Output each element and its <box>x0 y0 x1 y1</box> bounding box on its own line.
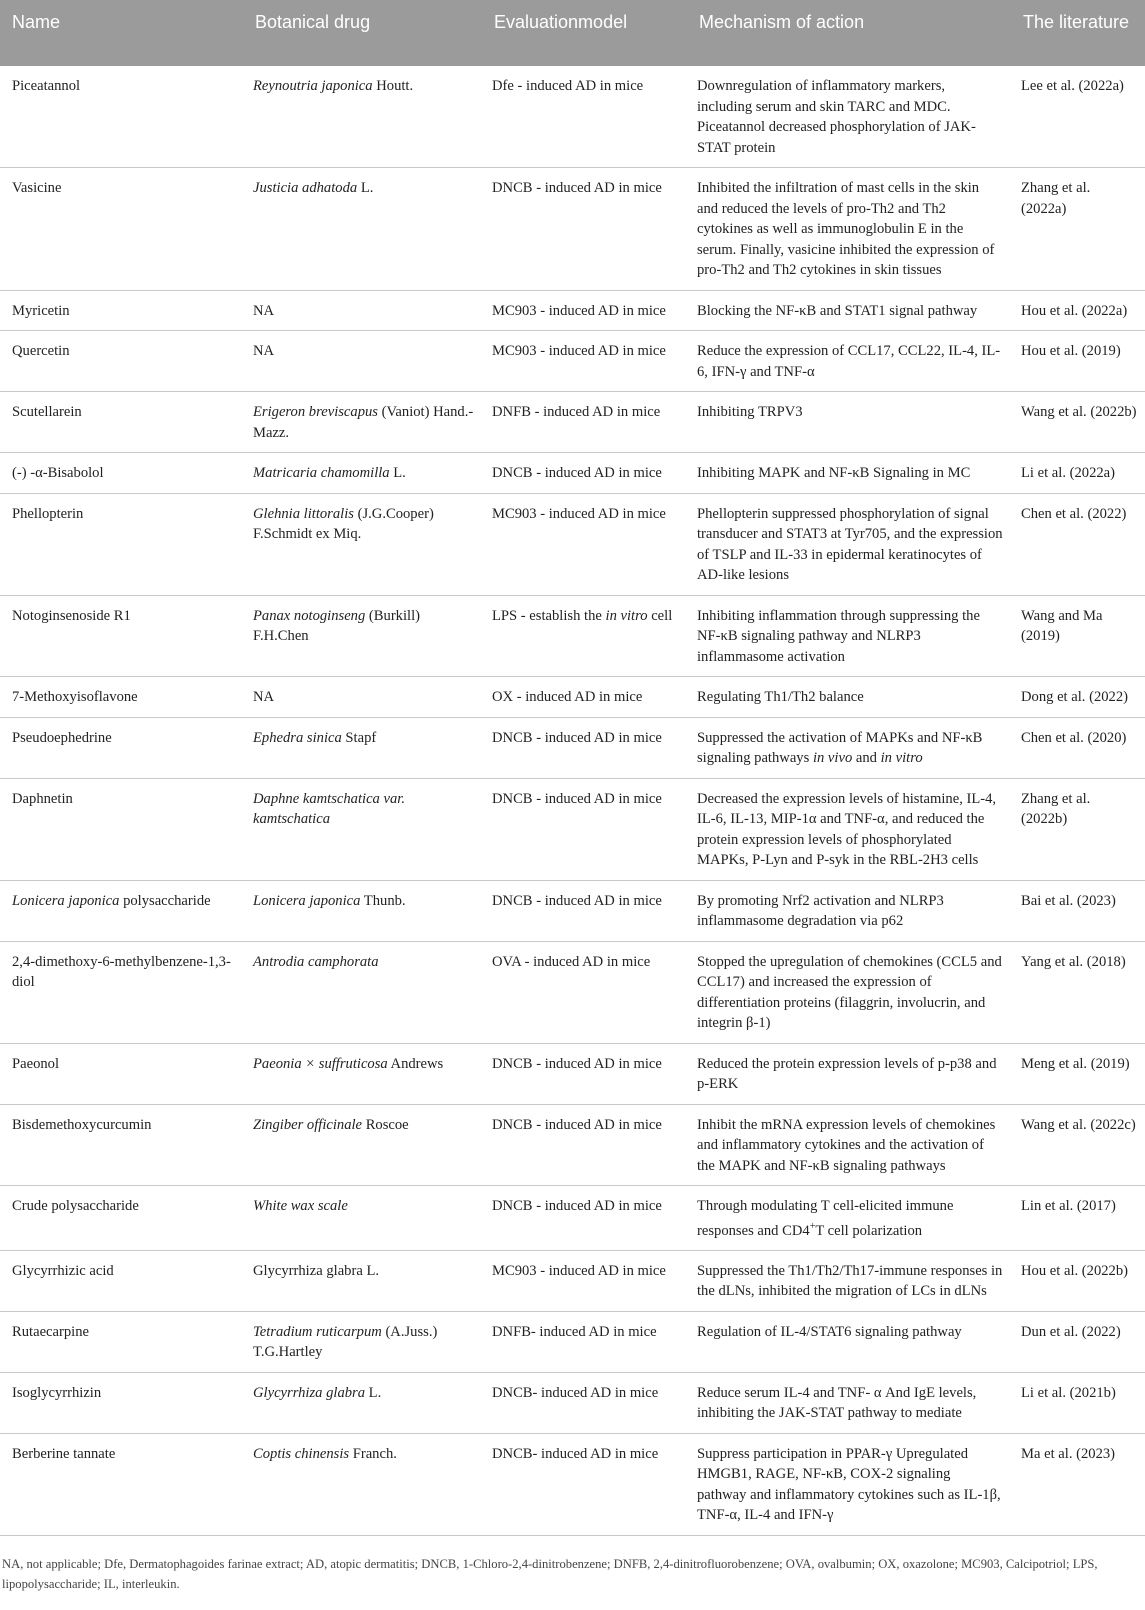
cell-botanical-drug <box>243 717 482 778</box>
drug-scientific-name: Daphne kamtschatica var. kamtschatica <box>253 790 405 827</box>
cell-literature <box>1011 331 1145 392</box>
literature-reference: Wang et al. (2022c) <box>1021 1116 1136 1133</box>
header-row <box>0 0 1145 66</box>
literature-reference: Lin et al. (2017) <box>1021 1198 1116 1214</box>
model-text: MC903 - induced AD in mice <box>492 1262 666 1279</box>
literature-reference: Bai et al. (2023) <box>1021 892 1116 909</box>
mechanism-text: Inhibiting MAPK and NF-κB Signaling in MC <box>697 465 971 481</box>
literature-reference: Meng et al. (2019) <box>1021 1055 1130 1072</box>
cell-name <box>0 880 243 941</box>
cell-evaluation-model <box>482 1043 687 1104</box>
literature-reference: Chen et al. (2020) <box>1021 729 1127 746</box>
cell-literature <box>1011 1311 1145 1372</box>
cell-evaluation-model <box>482 778 687 880</box>
mechanism-text: Inhibited the infiltration of mast cells in the skin and reduced the levels of pro-Th2 and Th2 cytokines as well as immunoglobulin E in the serum. Finally, vasicine inhibited the expression of pro-Th2 and Th2 cytokines in skin tissues <box>697 180 995 278</box>
cell-evaluation-model <box>482 1372 687 1433</box>
mechanism-text: Inhibiting TRPV3 <box>697 404 803 420</box>
cell-name <box>0 66 243 168</box>
model-text: DNCB - induced AD in mice <box>492 465 662 481</box>
header-mechanism: Mechanism of action <box>687 0 1011 66</box>
model-text: OVA - induced AD in mice <box>492 953 651 970</box>
drug-scientific-name: Erigeron breviscapus <box>253 404 378 420</box>
cell-mechanism <box>687 1043 1011 1104</box>
table-row <box>0 331 1145 392</box>
name-text: polysaccharide <box>119 892 211 909</box>
name-text: 2,4-dimethoxy-6-methylbenzene-1,3-diol <box>12 953 231 990</box>
model-text: DNCB - induced AD in mice <box>492 180 662 196</box>
literature-reference: Chen et al. (2022) <box>1021 505 1127 522</box>
cell-mechanism <box>687 1186 1011 1251</box>
name-text: 7-Methoxyisoflavone <box>12 689 138 705</box>
table-row <box>0 1372 1145 1433</box>
literature-reference: Zhang et al. (2022b) <box>1021 790 1091 827</box>
drug-authority: (J.G.Cooper) F.Schmidt ex Miq. <box>253 505 434 542</box>
table-row <box>0 290 1145 331</box>
drug-scientific-name: Zingiber officinale <box>253 1116 363 1133</box>
cell-mechanism <box>687 941 1011 1043</box>
cell-botanical-drug <box>243 778 482 880</box>
table-row <box>0 1433 1145 1535</box>
drug-scientific-name: Justicia adhatoda <box>253 180 358 196</box>
cell-literature <box>1011 595 1145 677</box>
table-row <box>0 880 1145 941</box>
drug-scientific-name: White wax scale <box>253 1198 348 1214</box>
cell-name <box>0 290 243 331</box>
mechanism-text: Downregulation of inflammatory markers, including serum and skin TARC and MDC. Piceatannol decreased phosphorylation of JAK-STAT protein <box>697 78 976 156</box>
drug-scientific-name: Tetradium ruticarpum <box>253 1323 382 1340</box>
table-row <box>0 392 1145 453</box>
mechanism-text: and <box>852 750 881 766</box>
drug-authority: L. <box>357 180 374 196</box>
mechanism-text: Through modulating T cell-elicited immune responses and CD4 <box>697 1198 954 1239</box>
table-row <box>0 1043 1145 1104</box>
name-text: Crude polysaccharide <box>12 1198 139 1214</box>
model-text: OX - induced AD in mice <box>492 689 643 705</box>
model-text: DNCB - induced AD in mice <box>492 892 662 909</box>
name-text: Vasicine <box>12 180 62 196</box>
drug-authority: Thunb. <box>360 892 406 909</box>
cell-mechanism <box>687 392 1011 453</box>
literature-reference: Zhang et al. (2022a) <box>1021 180 1091 217</box>
cell-evaluation-model <box>482 453 687 494</box>
cell-mechanism <box>687 677 1011 718</box>
model-text: DNCB - induced AD in mice <box>492 1055 662 1072</box>
mechanism-text: Suppressed the Th1/Th2/Th17-immune responses in the dLNs, inhibited the migration of LCs in dLNs <box>697 1262 1003 1300</box>
cell-mechanism <box>687 1433 1011 1535</box>
table-row <box>0 677 1145 718</box>
cell-evaluation-model <box>482 392 687 453</box>
cell-mechanism <box>687 1372 1011 1433</box>
cell-botanical-drug <box>243 66 482 168</box>
cell-botanical-drug <box>243 1311 482 1372</box>
cell-evaluation-model <box>482 493 687 595</box>
name-text: Berberine tannate <box>12 1445 116 1462</box>
cell-literature <box>1011 1433 1145 1535</box>
literature-reference: Hou et al. (2022a) <box>1021 302 1128 319</box>
model-text: DNCB- induced AD in mice <box>492 1384 659 1401</box>
drug-authority: Glycyrrhiza glabra L. <box>253 1262 380 1279</box>
table-row <box>0 493 1145 595</box>
cell-evaluation-model <box>482 331 687 392</box>
cell-literature <box>1011 168 1145 291</box>
cell-evaluation-model <box>482 1433 687 1535</box>
table-row <box>0 941 1145 1043</box>
drug-scientific-name: Glehnia littoralis <box>253 505 354 522</box>
drug-scientific-name: Antrodia camphorata <box>253 953 379 970</box>
cell-name <box>0 1104 243 1186</box>
cell-name <box>0 168 243 291</box>
cell-name <box>0 677 243 718</box>
mechanism-italic: in vitro <box>880 750 923 766</box>
name-text: Myricetin <box>12 302 70 319</box>
cell-literature <box>1011 677 1145 718</box>
cell-botanical-drug <box>243 880 482 941</box>
model-text: Dfe - induced AD in mice <box>492 78 644 94</box>
literature-reference: Yang et al. (2018) <box>1021 953 1126 970</box>
drug-scientific-name: Coptis chinensis <box>253 1445 350 1462</box>
drug-scientific-name: Matricaria chamomilla <box>253 465 390 481</box>
table-footnote: NA, not applicable; Dfe, Dermatophagoides farinae extract; AD, atopic dermatitis; DNCB, 1-Chloro-2,4-dinitrobenzene; DNFB, 2,4-dinitrofluorobenzene; OVA, ovalbumin; OX, oxazolone; MC903, Calcipotriol; LPS, lipopolysaccharide; IL, interleukin. <box>2 1557 1098 1591</box>
cell-evaluation-model <box>482 1186 687 1251</box>
name-text: Rutaecarpine <box>12 1323 89 1340</box>
cell-literature <box>1011 1186 1145 1251</box>
table-row <box>0 778 1145 880</box>
cell-evaluation-model <box>482 1250 687 1311</box>
cell-name <box>0 1311 243 1372</box>
drug-authority: NA <box>253 689 275 705</box>
cell-mechanism <box>687 453 1011 494</box>
cell-mechanism <box>687 168 1011 291</box>
mechanism-text: Inhibiting inflammation through suppressing the NF-κB signaling pathway and NLRP3 inflammasome activation <box>697 607 980 665</box>
mechanism-text: Phellopterin suppressed phosphorylation of signal transducer and STAT3 at Tyr705, and the expression of TSLP and IL-33 in epidermal keratinocytes of AD-like lesions <box>697 505 1003 583</box>
header-name: Name <box>0 0 243 66</box>
header-botanical-drug: Botanical drug <box>243 0 482 66</box>
model-text: DNCB - induced AD in mice <box>492 729 662 746</box>
drug-scientific-name: Reynoutria japonica <box>253 78 373 94</box>
drug-authority: Houtt. <box>372 78 414 94</box>
table-row <box>0 66 1145 168</box>
cell-botanical-drug <box>243 1186 482 1251</box>
cell-name <box>0 392 243 453</box>
header-literature: The literature <box>1011 0 1145 66</box>
mechanism-text: Inhibit the mRNA expression levels of chemokines and inflammatory cytokines and the activation of the MAPK and NF-κB signaling pathways <box>697 1116 996 1174</box>
mechanism-text: Blocking the NF-κB and STAT1 signal pathway <box>697 302 978 319</box>
drug-authority: NA <box>253 302 275 319</box>
cell-evaluation-model <box>482 66 687 168</box>
drug-scientific-name: Ephedra sinica <box>253 729 342 746</box>
cell-literature <box>1011 392 1145 453</box>
cell-literature <box>1011 1372 1145 1433</box>
drug-authority: Stapf <box>341 729 377 746</box>
drug-authority: Franch. <box>349 1445 397 1462</box>
cell-botanical-drug <box>243 1043 482 1104</box>
mechanism-text: Reduce the expression of CCL17, CCL22, IL-4, IL-6, IFN-γ and TNF-α <box>697 343 1001 380</box>
name-text: Paeonol <box>12 1055 60 1072</box>
mechanism-text: Reduce serum IL-4 and TNF- α And IgE levels, inhibiting the JAK-STAT pathway to mediate <box>697 1384 977 1422</box>
cell-botanical-drug <box>243 595 482 677</box>
literature-reference: Hou et al. (2019) <box>1021 343 1121 359</box>
cell-name <box>0 1250 243 1311</box>
literature-reference: Hou et al. (2022b) <box>1021 1262 1128 1279</box>
literature-reference: Wang et al. (2022b) <box>1021 404 1137 420</box>
cell-name <box>0 1372 243 1433</box>
cell-botanical-drug <box>243 941 482 1043</box>
cell-mechanism <box>687 595 1011 677</box>
cell-botanical-drug <box>243 1250 482 1311</box>
mechanism-superscript: + <box>809 1220 816 1232</box>
drug-authority: (Vaniot) Hand.-Mazz. <box>253 404 474 441</box>
model-text: DNFB - induced AD in mice <box>492 404 661 420</box>
cell-literature <box>1011 290 1145 331</box>
mechanism-text: Regulating Th1/Th2 balance <box>697 689 864 705</box>
mechanism-text: Reduced the protein expression levels of p-p38 and p-ERK <box>697 1055 997 1092</box>
mechanism-text: Decreased the expression levels of histamine, IL-4, IL-6, IL-13, MIP-1α and TNF-α, and reduced the protein expression levels of phosphorylated MAPKs, P-Lyn and P-syk in the RBL-2H3 cells <box>697 790 997 868</box>
cell-evaluation-model <box>482 1311 687 1372</box>
cell-mechanism <box>687 1104 1011 1186</box>
name-text: Notoginsenoside R1 <box>12 607 131 624</box>
cell-evaluation-model <box>482 717 687 778</box>
cell-botanical-drug <box>243 1104 482 1186</box>
cell-literature <box>1011 941 1145 1043</box>
name-text: Pseudoephedrine <box>12 729 112 746</box>
cell-evaluation-model <box>482 880 687 941</box>
cell-name <box>0 717 243 778</box>
cell-name <box>0 778 243 880</box>
table-row <box>0 1104 1145 1186</box>
drug-authority: NA <box>253 343 275 359</box>
mechanism-text: Suppressed the activation of MAPKs and NF-κB signaling pathways <box>697 729 983 766</box>
table-row <box>0 1186 1145 1251</box>
cell-mechanism <box>687 717 1011 778</box>
model-italic: in vitro <box>605 607 648 624</box>
drug-authority: (Burkill) F.H.Chen <box>253 607 421 644</box>
cell-evaluation-model <box>482 941 687 1043</box>
name-text: Scutellarein <box>12 404 82 420</box>
cell-botanical-drug <box>243 331 482 392</box>
literature-reference: Li et al. (2022a) <box>1021 465 1116 481</box>
table-row <box>0 453 1145 494</box>
drug-authority: (A.Juss.) T.G.Hartley <box>253 1323 438 1361</box>
cell-mechanism <box>687 493 1011 595</box>
cell-mechanism <box>687 331 1011 392</box>
cell-evaluation-model <box>482 290 687 331</box>
model-text: MC903 - induced AD in mice <box>492 343 666 359</box>
header-evaluation-model: Evaluationmodel <box>482 0 687 66</box>
model-text: DNCB - induced AD in mice <box>492 1116 662 1133</box>
cell-name <box>0 595 243 677</box>
drug-authority: Roscoe <box>362 1116 409 1133</box>
literature-reference: Li et al. (2021b) <box>1021 1384 1116 1401</box>
model-text: cell <box>647 607 673 624</box>
cell-name <box>0 331 243 392</box>
cell-name <box>0 941 243 1043</box>
drug-authority: L. <box>389 465 406 481</box>
table-row <box>0 717 1145 778</box>
name-text: Isoglycyrrhizin <box>12 1384 102 1401</box>
model-text: MC903 - induced AD in mice <box>492 505 666 522</box>
cell-botanical-drug <box>243 392 482 453</box>
mechanism-text: Suppress participation in PPAR-γ Upregulated HMGB1, RAGE, NF-κB, COX-2 signaling pathway and inflammatory cytokines such as IL-1β, TNF-α, IL-4 and IFN-γ <box>697 1445 1001 1524</box>
cell-literature <box>1011 880 1145 941</box>
literature-reference: Ma et al. (2023) <box>1021 1445 1116 1462</box>
cell-name <box>0 1186 243 1251</box>
cell-evaluation-model <box>482 168 687 291</box>
cell-literature <box>1011 778 1145 880</box>
model-text: DNCB- induced AD in mice <box>492 1445 659 1462</box>
cell-botanical-drug <box>243 493 482 595</box>
table-row <box>0 595 1145 677</box>
name-text: Glycyrrhizic acid <box>12 1262 114 1279</box>
name-text: (-) -α-Bisabolol <box>12 465 104 481</box>
name-text: Quercetin <box>12 343 70 359</box>
drug-scientific-name: Paeonia × suffruticosa <box>253 1055 388 1072</box>
cell-botanical-drug <box>243 1372 482 1433</box>
model-text: DNFB- induced AD in mice <box>492 1323 657 1340</box>
cell-botanical-drug <box>243 453 482 494</box>
cell-mechanism <box>687 290 1011 331</box>
cell-botanical-drug <box>243 168 482 291</box>
cell-mechanism <box>687 66 1011 168</box>
mechanism-text: By promoting Nrf2 activation and NLRP3 inflammasome degradation via p62 <box>697 892 944 929</box>
drug-scientific-name: Lonicera japonica <box>253 892 361 909</box>
drug-authority: L. <box>365 1384 382 1401</box>
literature-reference: Dun et al. (2022) <box>1021 1323 1121 1340</box>
cell-evaluation-model <box>482 595 687 677</box>
literature-reference: Dong et al. (2022) <box>1021 689 1128 705</box>
cell-mechanism <box>687 778 1011 880</box>
cell-name <box>0 453 243 494</box>
name-text: Daphnetin <box>12 790 73 807</box>
cell-literature <box>1011 1104 1145 1186</box>
mechanism-text: Stopped the upregulation of chemokines (CCL5 and CCL17) and increased the expression of differentiation proteins (filaggrin, involucrin, and integrin β-1) <box>697 953 1002 1031</box>
cell-literature <box>1011 66 1145 168</box>
table-body <box>0 66 1145 1535</box>
cell-name <box>0 1043 243 1104</box>
cell-name <box>0 1433 243 1535</box>
cell-mechanism <box>687 880 1011 941</box>
name-text: Phellopterin <box>12 505 84 522</box>
literature-reference: Wang and Ma (2019) <box>1021 607 1103 644</box>
table-row <box>0 1250 1145 1311</box>
name-scientific: Lonicera japonica <box>12 892 120 909</box>
cell-literature <box>1011 717 1145 778</box>
cell-literature <box>1011 453 1145 494</box>
cell-evaluation-model <box>482 1104 687 1186</box>
drug-authority: Andrews <box>387 1055 444 1072</box>
cell-evaluation-model <box>482 677 687 718</box>
table-row <box>0 168 1145 291</box>
table-row <box>0 1311 1145 1372</box>
model-text: DNCB - induced AD in mice <box>492 1198 662 1214</box>
model-text: LPS - establish the <box>492 607 606 624</box>
cell-mechanism <box>687 1311 1011 1372</box>
cell-botanical-drug <box>243 677 482 718</box>
mechanism-italic: in vivo <box>812 750 853 766</box>
cell-literature <box>1011 493 1145 595</box>
cell-literature <box>1011 1043 1145 1104</box>
cell-botanical-drug <box>243 1433 482 1535</box>
name-text: Piceatannol <box>12 78 81 94</box>
model-text: DNCB - induced AD in mice <box>492 790 662 807</box>
cell-literature <box>1011 1250 1145 1311</box>
drug-scientific-name: Glycyrrhiza glabra <box>253 1384 366 1401</box>
cell-mechanism <box>687 1250 1011 1311</box>
mechanism-text: T cell polarization <box>815 1222 923 1239</box>
literature-reference: Lee et al. (2022a) <box>1021 78 1124 94</box>
cell-botanical-drug <box>243 290 482 331</box>
cell-name <box>0 493 243 595</box>
name-text: Bisdemethoxycurcumin <box>12 1116 152 1133</box>
mechanism-text: Regulation of IL-4/STAT6 signaling pathway <box>697 1323 962 1340</box>
drug-scientific-name: Panax notoginseng <box>253 607 366 624</box>
model-text: MC903 - induced AD in mice <box>492 302 666 319</box>
